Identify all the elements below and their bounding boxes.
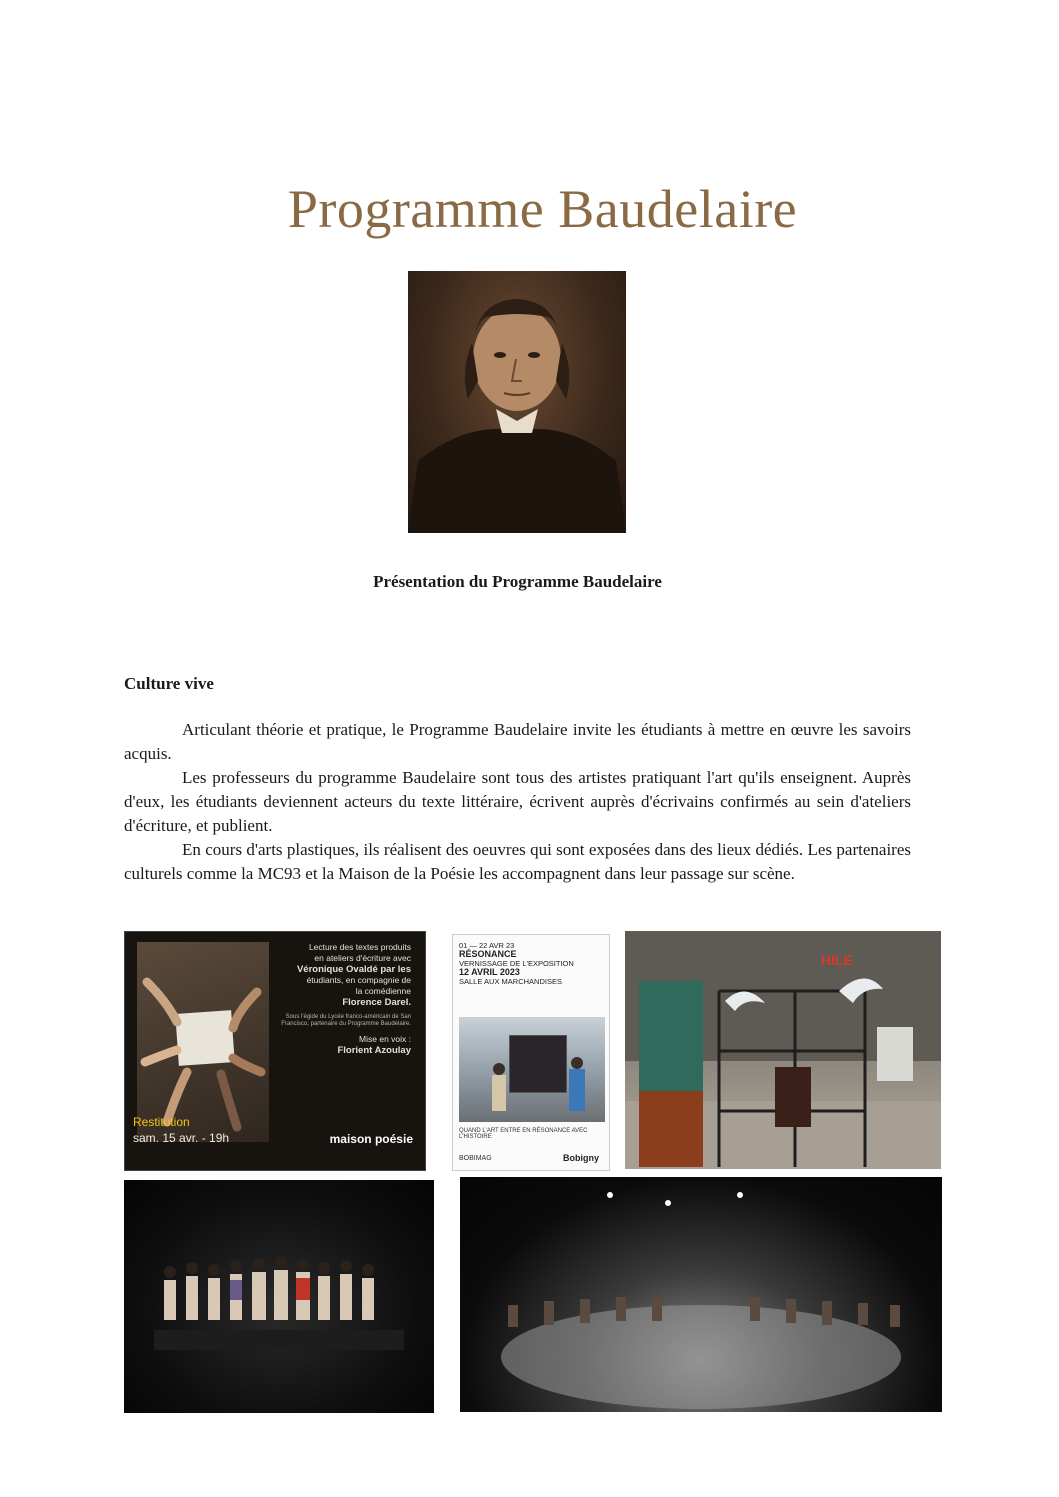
exhibition-photo <box>459 1017 605 1122</box>
visitors-illustration <box>459 1017 605 1122</box>
poster-director: Florient Azoulay <box>337 1045 411 1056</box>
baudelaire-portrait <box>408 271 626 533</box>
bobigny-logo: Bobigny <box>563 1153 599 1163</box>
poster-line: en ateliers d'écriture avec <box>314 953 411 963</box>
hands-photo <box>137 942 269 1142</box>
performers-illustration <box>124 1180 434 1413</box>
poster-line: Mise en voix : <box>359 1034 411 1044</box>
paragraph: En cours d'arts plastiques, ils réalisent des oeuvres qui sont exposées dans des lieux dédiés. Les partenaires culturels comme la MC93 et la Maison de la Poésie les accompagnent dans leur passage sur scène. <box>124 840 911 883</box>
page-title: Programme Baudelaire <box>287 179 798 239</box>
poster-line: Lecture des textes produits <box>308 942 411 952</box>
poster-small-print: Sous l'égide du Lycée franco-américain de San Francisco, partenaire du Programme Baudelaire. <box>281 1014 411 1027</box>
poster-author: Véronique Ovaldé par les <box>296 964 411 975</box>
poster-event: Restitution <box>133 1115 190 1129</box>
poster-header <box>459 941 605 986</box>
stage-circle-illustration <box>460 1177 942 1412</box>
poster-line: la comédienne <box>355 986 411 996</box>
portrait-illustration <box>408 271 626 533</box>
poster-description <box>261 942 411 1056</box>
body-text <box>124 718 911 886</box>
poster-footer: QUAND L'ART ENTRE EN RÉSONANCE AVEC L'HISTOIRE <box>459 1128 588 1140</box>
installation-photo <box>625 931 941 1169</box>
poster-venue: SALLE AUX MARCHANDISES <box>459 977 562 986</box>
resonance-poster <box>452 934 610 1171</box>
paragraph: Articulant théorie et pratique, le Programme Baudelaire invite les étudiants à mettre en œuvre les savoirs acquis. <box>124 720 911 763</box>
poster-line: étudiants, en compagnie de <box>306 975 411 985</box>
poster-subtitle: VERNISSAGE DE L'EXPOSITION <box>459 959 574 968</box>
paragraph: Les professeurs du programme Baudelaire sont tous des artistes pratiquant l'art qu'ils enseignent. Auprès d'eux, les étudiants deviennent acteurs du texte littéraire, écrivent auprès d'écrivains confirmés au sein d'ateliers d'écriture, et publient. <box>124 768 911 835</box>
section-heading: Culture vive <box>124 674 214 693</box>
hands-illustration <box>137 942 269 1142</box>
exhibition-sign: HILE <box>821 952 853 968</box>
maison-poesie-logo: maison poésie <box>329 1132 413 1146</box>
stage-circle-photo <box>460 1177 942 1412</box>
presentation-subtitle: Présentation du Programme Baudelaire <box>373 572 662 591</box>
installation-illustration <box>625 931 941 1169</box>
poster-date: 12 AVRIL 2023 <box>459 967 520 977</box>
poster-date: sam. 15 avr. - 19h <box>133 1131 230 1145</box>
poster-code: BOBIMAG <box>459 1155 492 1162</box>
restitution-poster <box>124 931 426 1171</box>
stage-reading-photo <box>124 1180 434 1413</box>
poster-dates: 01 — 22 AVR 23 <box>459 941 515 950</box>
poster-actress: Florence Darel. <box>342 997 411 1008</box>
poster-name: RÉSONANCE <box>459 949 517 959</box>
